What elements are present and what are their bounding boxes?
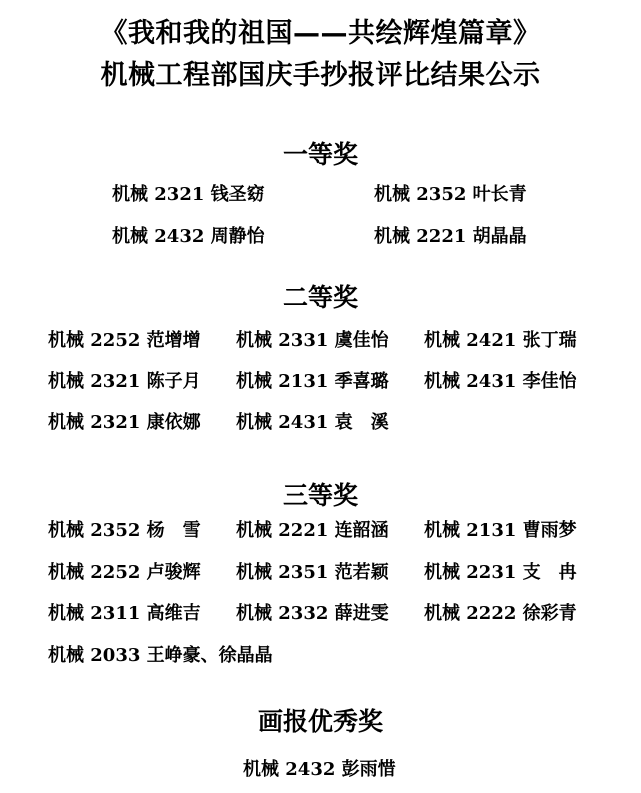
title-line-1: 《我和我的祖国——共绘辉煌篇章》	[100, 18, 541, 49]
third-prize-entry: 机械 2311 高维吉	[48, 603, 201, 624]
second-prize-entry: 机械 2431 袁 溪	[236, 412, 389, 433]
second-prize-entry: 机械 2431 李佳怡	[424, 371, 577, 392]
first-prize-entry: 机械 2321 钱圣窈	[112, 184, 265, 205]
first-prize-entry: 机械 2432 周静怡	[112, 226, 265, 247]
third-prize-entry: 机械 2351 范若颖	[236, 562, 389, 583]
third-prize-entry: 机械 2131 曹雨梦	[424, 520, 577, 541]
second-prize-entry: 机械 2131 季喜璐	[236, 371, 389, 392]
title-line-2: 机械工程部国庆手抄报评比结果公示	[100, 60, 541, 91]
second-prize-entry: 机械 2252 范增增	[48, 330, 201, 351]
second-prize-entry: 机械 2331 虞佳怡	[236, 330, 389, 351]
third-prize-entry: 机械 2332 薛进雯	[236, 603, 389, 624]
third-prize-entry: 机械 2222 徐彩青	[424, 603, 577, 624]
third-prize-entry: 机械 2231 支 冉	[424, 562, 577, 583]
third-prize-entry: 机械 2221 连韶涵	[236, 520, 389, 541]
third-prize-entry: 机械 2033 王峥豪、徐晶晶	[48, 645, 273, 666]
first-prize-entry: 机械 2352 叶长青	[374, 184, 527, 205]
first-prize-heading: 一等奖	[282, 140, 358, 169]
second-prize-entry: 机械 2321 康依娜	[48, 412, 201, 433]
first-prize-entry: 机械 2221 胡晶晶	[374, 226, 527, 247]
excellent-award-entry: 机械 2432 彭雨惜	[243, 759, 396, 780]
second-prize-entry: 机械 2421 张丁瑞	[424, 330, 577, 351]
third-prize-entry: 机械 2352 杨 雪	[48, 520, 201, 541]
excellent-award-heading: 画报优秀奖	[257, 707, 383, 736]
second-prize-entry: 机械 2321 陈子月	[48, 371, 201, 392]
third-prize-heading: 三等奖	[282, 481, 358, 510]
second-prize-heading: 二等奖	[282, 283, 358, 312]
third-prize-entry: 机械 2252 卢骏辉	[48, 562, 201, 583]
